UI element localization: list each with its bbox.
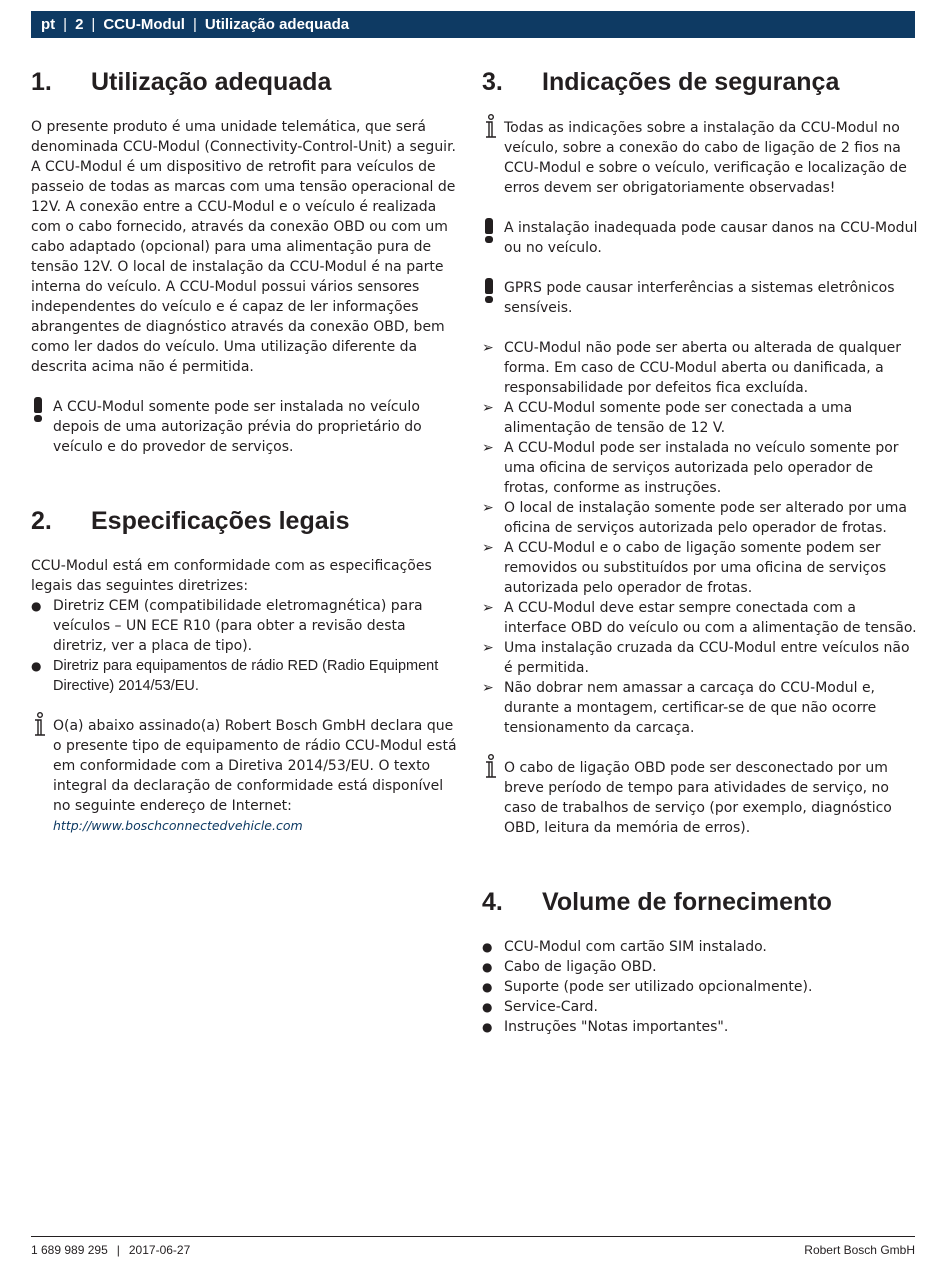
info-text: O cabo de ligação OBD pode ser desconectado por um breve período de tempo para atividades de serviço, no caso de trabalhos de serviço (por exemplo, diagnóstico OBD, leitura da memória de erros). xyxy=(504,760,892,836)
info-text: Todas as indicações sobre a instalação da CCU-Modul no veículo, sobre a conexão do cabo de ligação de 2 fios na CCU-Modul e sobre o veículo, verificação e localização de erros devem ser obrigatoriamente observadas! xyxy=(504,120,907,196)
list-item xyxy=(482,638,918,678)
arrow-icon: ➢ xyxy=(482,680,494,696)
info-note xyxy=(482,118,918,198)
list-item xyxy=(31,596,461,656)
section-title: Volume de fornecimento xyxy=(542,888,832,916)
list-item-text: A CCU-Modul e o cabo de ligação somente podem ser removidos ou substituídos por uma oficina de serviços autorizada pelo operador de frotas. xyxy=(504,540,887,596)
info-icon xyxy=(482,118,504,138)
list-item-text: CCU-Modul com cartão SIM instalado. xyxy=(504,939,767,955)
header-separator: | xyxy=(91,16,96,33)
footer-separator: | xyxy=(116,1243,120,1257)
list-item-text: A CCU-Modul pode ser instalada no veículo somente por uma oficina de serviços autorizada pelo operador de frotas, conforme as instruções. xyxy=(504,440,899,496)
page-footer xyxy=(31,1243,915,1257)
list-item-text: Diretriz para equipamentos de rádio RED (Radio Equipment Directive) 2014/53/EU. xyxy=(53,658,439,694)
right-column xyxy=(482,66,918,1037)
list-item-text: Diretriz CEM (compatibilidade eletromagnética) para veículos – UN ECE R10 (para obter a revisão desta diretriz, ver a placa de tipo). xyxy=(53,598,423,654)
arrow-icon: ➢ xyxy=(482,640,494,656)
warning-text: GPRS pode causar interferências a sistemas eletrônicos sensíveis. xyxy=(504,280,895,316)
list-item-text: A CCU-Modul somente pode ser conectada a uma alimentação de tensão de 12 V. xyxy=(504,400,853,436)
page-header xyxy=(31,11,915,38)
header-section: Utilização adequada xyxy=(204,16,350,33)
section-number: 1. xyxy=(31,68,52,96)
document-number: 1 689 989 295 xyxy=(31,1243,108,1257)
arrow-icon: ➢ xyxy=(482,400,494,416)
arrow-icon: ➢ xyxy=(482,500,494,516)
document-date: 2017-06-27 xyxy=(128,1243,191,1257)
bullet-icon: ● xyxy=(31,659,42,673)
list-item xyxy=(482,997,918,1017)
list-item-text: Não dobrar nem amassar a carcaça do CCU-Modul e, durante a montagem, certificar-se de que não ocorre tensionamento da carcaça. xyxy=(504,680,877,736)
warning-note xyxy=(31,397,461,457)
section-title: Especificações legais xyxy=(91,507,350,535)
website-link[interactable]: http://www.boschconnectedvehicle.com xyxy=(53,818,303,833)
left-column xyxy=(31,66,461,836)
header-separator: | xyxy=(63,16,68,33)
info-note xyxy=(31,716,461,836)
list-item-text: Cabo de ligação OBD. xyxy=(504,959,657,975)
info-text-block xyxy=(53,716,461,836)
exclamation-icon xyxy=(482,278,504,298)
bullet-icon: ● xyxy=(482,940,493,954)
list-item xyxy=(482,937,918,957)
arrow-icon: ➢ xyxy=(482,600,494,616)
list-item xyxy=(482,398,918,438)
list-item-text: Service-Card. xyxy=(504,999,598,1015)
section-3-heading xyxy=(482,66,918,98)
warning-text: A instalação inadequada pode causar danos na CCU-Modul ou no veículo. xyxy=(504,220,918,256)
delivery-list xyxy=(482,937,918,1037)
bullet-icon: ● xyxy=(31,599,42,613)
exclamation-icon xyxy=(482,218,504,238)
info-icon xyxy=(482,758,504,778)
list-item xyxy=(482,1017,918,1037)
section-number: 3. xyxy=(482,68,503,96)
section-title: Utilização adequada xyxy=(91,68,332,96)
section-1-paragraph: O presente produto é uma unidade telemática, que será denominada CCU-Modul (Connectivity-Control-Unit) a seguir. A CCU-Modul é um dispositivo de retrofit para veículos de passeio de todas as marcas com uma tensão operacional de 12V. A conexão entre a CCU-Modul e o veículo é realizada com o cabo fornecido, através da conexão OBD ou com um cabo adaptado (opcional) para uma alimentação pura de tensão 12V. O local de instalação da CCU-Modul é na parte interna do veículo. A CCU-Modul possui vários sensores independentes do veículo e é capaz de ler informações abrangentes de diagnóstico através da conexão OBD, bem como ler dados do veículo. Uma utilização diferente da descrita acima não é permitida. xyxy=(31,119,456,375)
list-item-text: Uma instalação cruzada da CCU-Modul entre veículos não é permitida. xyxy=(504,640,910,676)
company-name: Robert Bosch GmbH xyxy=(804,1243,915,1257)
arrow-icon: ➢ xyxy=(482,540,494,556)
list-item xyxy=(482,977,918,997)
list-item xyxy=(482,538,918,598)
safety-instruction-list xyxy=(482,338,918,738)
list-item xyxy=(482,338,918,398)
section-2-intro: CCU-Modul está em conformidade com as especificações legais das seguintes diretrizes: xyxy=(31,558,432,594)
list-item xyxy=(482,957,918,977)
list-item xyxy=(482,598,918,638)
exclamation-icon xyxy=(31,397,53,417)
directive-list xyxy=(31,596,461,696)
info-note xyxy=(482,758,918,838)
section-number: 2. xyxy=(31,507,52,535)
list-item xyxy=(482,498,918,538)
bullet-icon: ● xyxy=(482,980,493,994)
bullet-icon: ● xyxy=(482,960,493,974)
list-item-text: Suporte (pode ser utilizado opcionalmente). xyxy=(504,979,813,995)
header-lang: pt xyxy=(41,16,56,33)
list-item xyxy=(482,678,918,738)
list-item-text: Instruções "Notas importantes". xyxy=(504,1019,729,1035)
info-icon xyxy=(31,716,53,736)
section-title: Indicações de segurança xyxy=(542,68,840,96)
footer-divider xyxy=(31,1236,915,1237)
warning-note xyxy=(482,218,918,258)
section-number: 4. xyxy=(482,888,503,916)
list-item xyxy=(482,438,918,498)
list-item xyxy=(31,656,461,696)
list-item-text: CCU-Modul não pode ser aberta ou alterada de qualquer forma. Em caso de CCU-Modul aberta ou danificada, a responsabilidade por defeitos fica excluída. xyxy=(504,340,901,396)
arrow-icon: ➢ xyxy=(482,340,494,356)
warning-text: A CCU-Modul somente pode ser instalada no veículo depois de uma autorização prévia do proprietário do veículo e do provedor de serviços. xyxy=(53,399,422,455)
list-item-text: O local de instalação somente pode ser alterado por uma oficina de serviços autorizada pelo operador de frotas. xyxy=(504,500,907,536)
list-item-text: A CCU-Modul deve estar sempre conectada com a interface OBD do veículo ou com a alimentação de tensão. xyxy=(504,600,917,636)
header-page-number: 2 xyxy=(75,16,84,33)
section-1-heading xyxy=(31,66,461,98)
header-product: CCU-Modul xyxy=(103,16,185,33)
bullet-icon: ● xyxy=(482,1020,493,1034)
bullet-icon: ● xyxy=(482,1000,493,1014)
section-4-heading xyxy=(482,886,918,918)
section-2-heading xyxy=(31,505,461,537)
arrow-icon: ➢ xyxy=(482,440,494,456)
info-text: O(a) abaixo assinado(a) Robert Bosch GmbH declara que o presente tipo de equipamento de rádio CCU-Modul está em conformidade com a Diretiva 2014/53/EU. O texto integral da declaração de conformidade está disponível no seguinte endereço de Internet: xyxy=(53,718,457,814)
warning-note xyxy=(482,278,918,318)
header-separator: | xyxy=(192,16,197,33)
